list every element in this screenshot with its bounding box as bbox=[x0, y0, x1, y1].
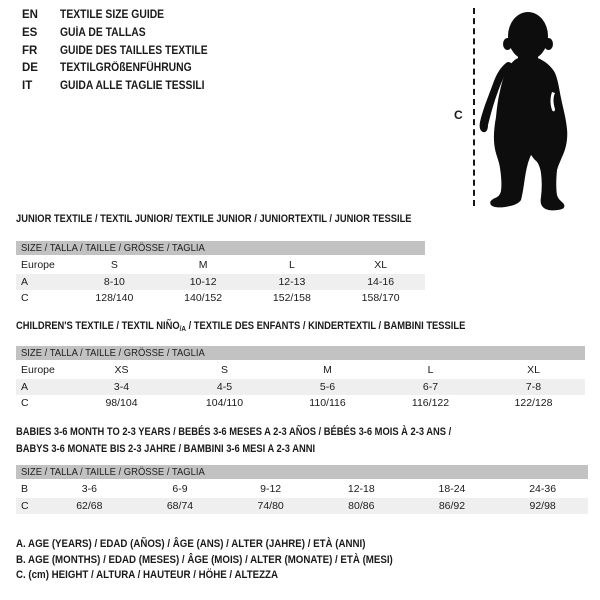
measurement-footnotes bbox=[16, 537, 435, 584]
size-cell: 92/98 bbox=[529, 500, 556, 512]
babies-table-title: BABIES 3-6 MONTH TO 2-3 YEARS / BEBÉS 3-6 MESES A 2-3 AÑOS / BÉBÉS 3-6 MOIS À 2-3 ANS / BABYS 3-6 MONATE BIS 2-3 JAHRE / BAMBINI 3-6 MESI A 2-3 ANNI bbox=[16, 426, 452, 455]
table-row bbox=[16, 255, 425, 274]
language-code: IT bbox=[22, 80, 33, 93]
size-cell: 3-4 bbox=[113, 381, 130, 393]
size-cell: 12-13 bbox=[278, 276, 306, 288]
footnote-b: B. AGE (MONTHS) / EDAD (MESES) / ÂGE (MOIS) / ALTER (MONATE) / ETÀ (MESI) bbox=[16, 553, 393, 566]
size-cell: 62/68 bbox=[76, 500, 103, 512]
size-bar: SIZE / TALLA / TAILLE / GRÖSSE / TAGLIA bbox=[16, 241, 425, 255]
row-label: B bbox=[21, 482, 29, 495]
table-row bbox=[16, 498, 588, 514]
size-cell: 18-24 bbox=[438, 482, 466, 495]
language-code: DE bbox=[22, 62, 38, 75]
language-code: EN bbox=[22, 9, 38, 21]
language-row-en bbox=[22, 7, 224, 25]
footnote-a: A. AGE (YEARS) / EDAD (AÑOS) / ÂGE (ANS) / ALTER (JAHRE) / ETÀ (ANNI) bbox=[16, 538, 366, 550]
size-cell: 80/86 bbox=[348, 500, 375, 512]
size-cell: M bbox=[323, 363, 332, 376]
guide-title-it: GUIDA ALLE TAGLIE TESSILI bbox=[60, 80, 205, 93]
babies-size-table bbox=[16, 465, 588, 514]
height-measure-label: C bbox=[454, 108, 463, 122]
language-row-it bbox=[22, 78, 224, 96]
size-cell: S bbox=[220, 363, 228, 376]
size-cell: 7-8 bbox=[525, 381, 542, 393]
size-cell: 158/170 bbox=[361, 292, 400, 304]
size-cell: S bbox=[110, 258, 118, 271]
size-cell: 10-12 bbox=[189, 276, 217, 288]
guide-title-es: GUÍA DE TALLAS bbox=[60, 26, 146, 39]
height-figure bbox=[440, 0, 600, 220]
size-cell: L bbox=[288, 258, 295, 271]
language-code: ES bbox=[22, 26, 38, 39]
size-cell: 152/158 bbox=[272, 292, 311, 304]
size-cell: 8-10 bbox=[103, 276, 125, 288]
footnote-c: C. (cm) HEIGHT / ALTURA / HAUTEUR / HÖHE / ALTEZZA bbox=[16, 569, 278, 582]
size-cell: 128/140 bbox=[95, 292, 134, 304]
size-cell: XS bbox=[114, 363, 129, 376]
table-row bbox=[16, 290, 425, 306]
toddler-silhouette-icon bbox=[470, 5, 592, 215]
guide-title-fr: GUIDE DES TAILLES TEXTILE bbox=[60, 44, 208, 57]
table-row bbox=[16, 360, 585, 379]
row-label: A bbox=[21, 381, 29, 393]
row-label: Europe bbox=[21, 363, 55, 376]
junior-table-title: JUNIOR TEXTILE / TEXTIL JUNIOR/ TEXTILE JUNIOR / JUNIORTEXTIL / JUNIOR TESSILE bbox=[16, 213, 412, 225]
nino-a-subscript: /A bbox=[179, 324, 186, 333]
size-cell: 110/116 bbox=[309, 397, 346, 409]
size-cell: 5-6 bbox=[319, 381, 336, 393]
size-cell: 86/92 bbox=[438, 500, 466, 512]
size-cell: 3-6 bbox=[81, 482, 97, 495]
size-bar: SIZE / TALLA / TAILLE / GRÖSSE / TAGLIA bbox=[16, 465, 588, 479]
language-row-de bbox=[22, 60, 224, 78]
language-code: FR bbox=[22, 44, 38, 57]
row-label: C bbox=[21, 292, 29, 304]
table-row bbox=[16, 274, 425, 290]
size-cell: 24-36 bbox=[529, 482, 557, 495]
size-cell: 104/110 bbox=[205, 397, 244, 409]
language-row-fr bbox=[22, 43, 224, 61]
guide-title-en: TEXTILE SIZE GUIDE bbox=[60, 9, 165, 21]
size-cell: 98/104 bbox=[105, 397, 138, 409]
row-label: C bbox=[21, 397, 29, 409]
table-row bbox=[16, 479, 588, 498]
row-label: C bbox=[21, 500, 29, 512]
size-cell: M bbox=[198, 258, 208, 271]
size-cell: 6-9 bbox=[172, 482, 188, 495]
size-cell: 12-18 bbox=[347, 482, 375, 495]
table-row bbox=[16, 395, 585, 411]
size-cell: 14-16 bbox=[367, 276, 395, 288]
guide-title-de: TEXTILGRÖßENFÜHRUNG bbox=[60, 62, 192, 75]
junior-size-table bbox=[16, 241, 425, 306]
size-cell: 74/80 bbox=[257, 500, 284, 512]
size-cell: 9-12 bbox=[260, 482, 282, 495]
size-cell: XL bbox=[527, 363, 540, 376]
size-cell: L bbox=[427, 363, 434, 376]
children-size-table bbox=[16, 346, 585, 411]
size-cell: 116/122 bbox=[411, 397, 450, 409]
size-bar: SIZE / TALLA / TAILLE / GRÖSSE / TAGLIA bbox=[16, 346, 585, 360]
size-cell: 6-7 bbox=[422, 381, 439, 393]
size-cell: 4-5 bbox=[216, 381, 233, 393]
size-cell: 140/152 bbox=[184, 292, 223, 304]
size-cell: 122/128 bbox=[514, 397, 553, 409]
size-cell: 68/74 bbox=[166, 500, 194, 512]
row-label: A bbox=[21, 276, 29, 288]
language-header bbox=[22, 7, 224, 96]
row-label: Europe bbox=[21, 258, 55, 271]
size-cell: XL bbox=[374, 258, 388, 271]
language-row-es bbox=[22, 25, 224, 43]
table-row bbox=[16, 379, 585, 395]
children-table-title: CHILDREN'S TEXTILE / TEXTIL $NIÑO_{/A}$ / TEXTILE DES ENFANTS / KINDERTEXTIL / BAMBINI TESSILE bbox=[16, 320, 466, 333]
